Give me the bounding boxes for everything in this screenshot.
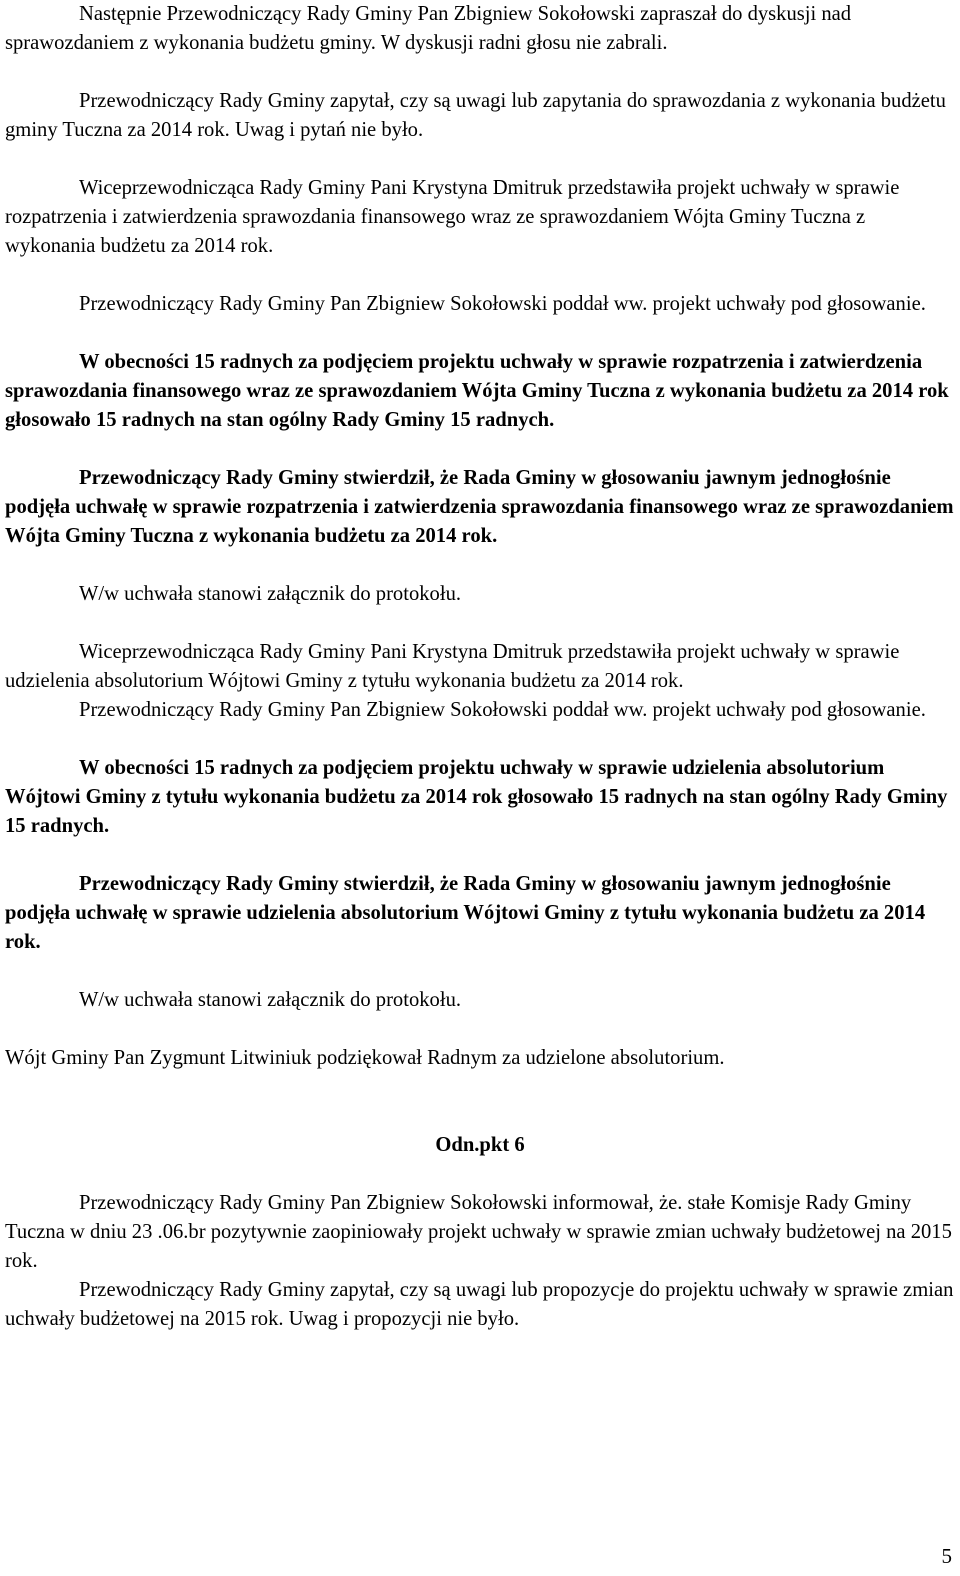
paragraph-attachment-note-1: W/w uchwała stanowi załącznik do protokołu. xyxy=(79,583,462,605)
paragraph-vote-result-1: W obecności 15 radnych za podjęciem projektu uchwały w sprawie rozpatrzenia i zatwierdzenia sprawozdania finansowego wraz ze sprawozdaniem Wójta Gminy Tuczna z wykonania budżetu za 2014 rok głosowało 15 radnych na stan ogólny Rady Gminy 15 radnych. xyxy=(5,351,949,431)
paragraph-budget-questions: Przewodniczący Rady Gminy zapytał, czy są uwagi lub propozycje do projektu uchwały w sprawie zmian uchwały budżetowej na 2015 rok. Uwag i propozycji nie było. xyxy=(5,1279,954,1330)
paragraph-vote-call-2: Przewodniczący Rady Gminy Pan Zbigniew Sokołowski poddał ww. projekt uchwały pod głosowanie. xyxy=(79,699,926,721)
paragraph-attachment-note-2: W/w uchwała stanowi załącznik do protokołu. xyxy=(79,989,462,1011)
paragraph-mayor-thanks: Wójt Gminy Pan Zygmunt Litwiniuk podziękował Radnym za udzielone absolutorium. xyxy=(5,1047,725,1069)
paragraph-vote-call-1: Przewodniczący Rady Gminy Pan Zbigniew Sokołowski poddał ww. projekt uchwały pod głosowanie. xyxy=(79,293,926,315)
section-heading: Odn.pkt 6 xyxy=(435,1134,525,1156)
paragraph-resolution-project-2: Wiceprzewodnicząca Rady Gminy Pani Krystyna Dmitruk przedstawiła projekt uchwały w sprawie udzielenia absolutorium Wójtowi Gminy z tytułu wykonania budżetu za 2014 rok. xyxy=(5,641,900,692)
paragraph-resolution-project-1: Wiceprzewodnicząca Rady Gminy Pani Krystyna Dmitruk przedstawiła projekt uchwały w sprawie rozpatrzenia i zatwierdzenia sprawozdania finansowego wraz ze sprawozdaniem Wójta Gminy Tuczna z wykonania budżetu za 2014 rok. xyxy=(5,177,900,257)
paragraph-resolution-adopted-1: Przewodniczący Rady Gminy stwierdził, że Rada Gminy w głosowaniu jawnym jednogłośnie podjęła uchwałę w sprawie rozpatrzenia i zatwierdzenia sprawozdania finansowego wraz ze sprawozdaniem Wójta Gminy Tuczna z wykonania budżetu za 2014 rok. xyxy=(5,467,954,547)
document-page xyxy=(5,0,955,1334)
paragraph-discussion: Następnie Przewodniczący Rady Gminy Pan Zbigniew Sokołowski zapraszał do dyskusji nad sprawozdaniem z wykonania budżetu gminy. W dyskusji radni głosu nie zabrali. xyxy=(5,3,852,54)
paragraph-resolution-adopted-2: Przewodniczący Rady Gminy stwierdził, że Rada Gminy w głosowaniu jawnym jednogłośnie podjęła uchwałę w sprawie udzielenia absolutorium Wójtowi Gminy z tytułu wykonania budżetu za 2014 rok. xyxy=(5,873,926,953)
paragraph-committees-info: Przewodniczący Rady Gminy Pan Zbigniew Sokołowski informował, że. stałe Komisje Rady Gminy Tuczna w dniu 23 .06.br pozytywnie zaopiniowały projekt uchwały w sprawie zmian uchwały budżetowej na 2015 rok. xyxy=(5,1192,952,1272)
paragraph-questions: Przewodniczący Rady Gminy zapytał, czy są uwagi lub zapytania do sprawozdania z wykonania budżetu gminy Tuczna za 2014 rok. Uwag i pytań nie było. xyxy=(5,90,946,141)
paragraph-vote-result-2: W obecności 15 radnych za podjęciem projektu uchwały w sprawie udzielenia absolutorium Wójtowi Gminy z tytułu wykonania budżetu za 2014 rok głosowało 15 radnych na stan ogólny Rady Gminy 15 radnych. xyxy=(5,757,948,837)
page-number: 5 xyxy=(941,1544,952,1568)
